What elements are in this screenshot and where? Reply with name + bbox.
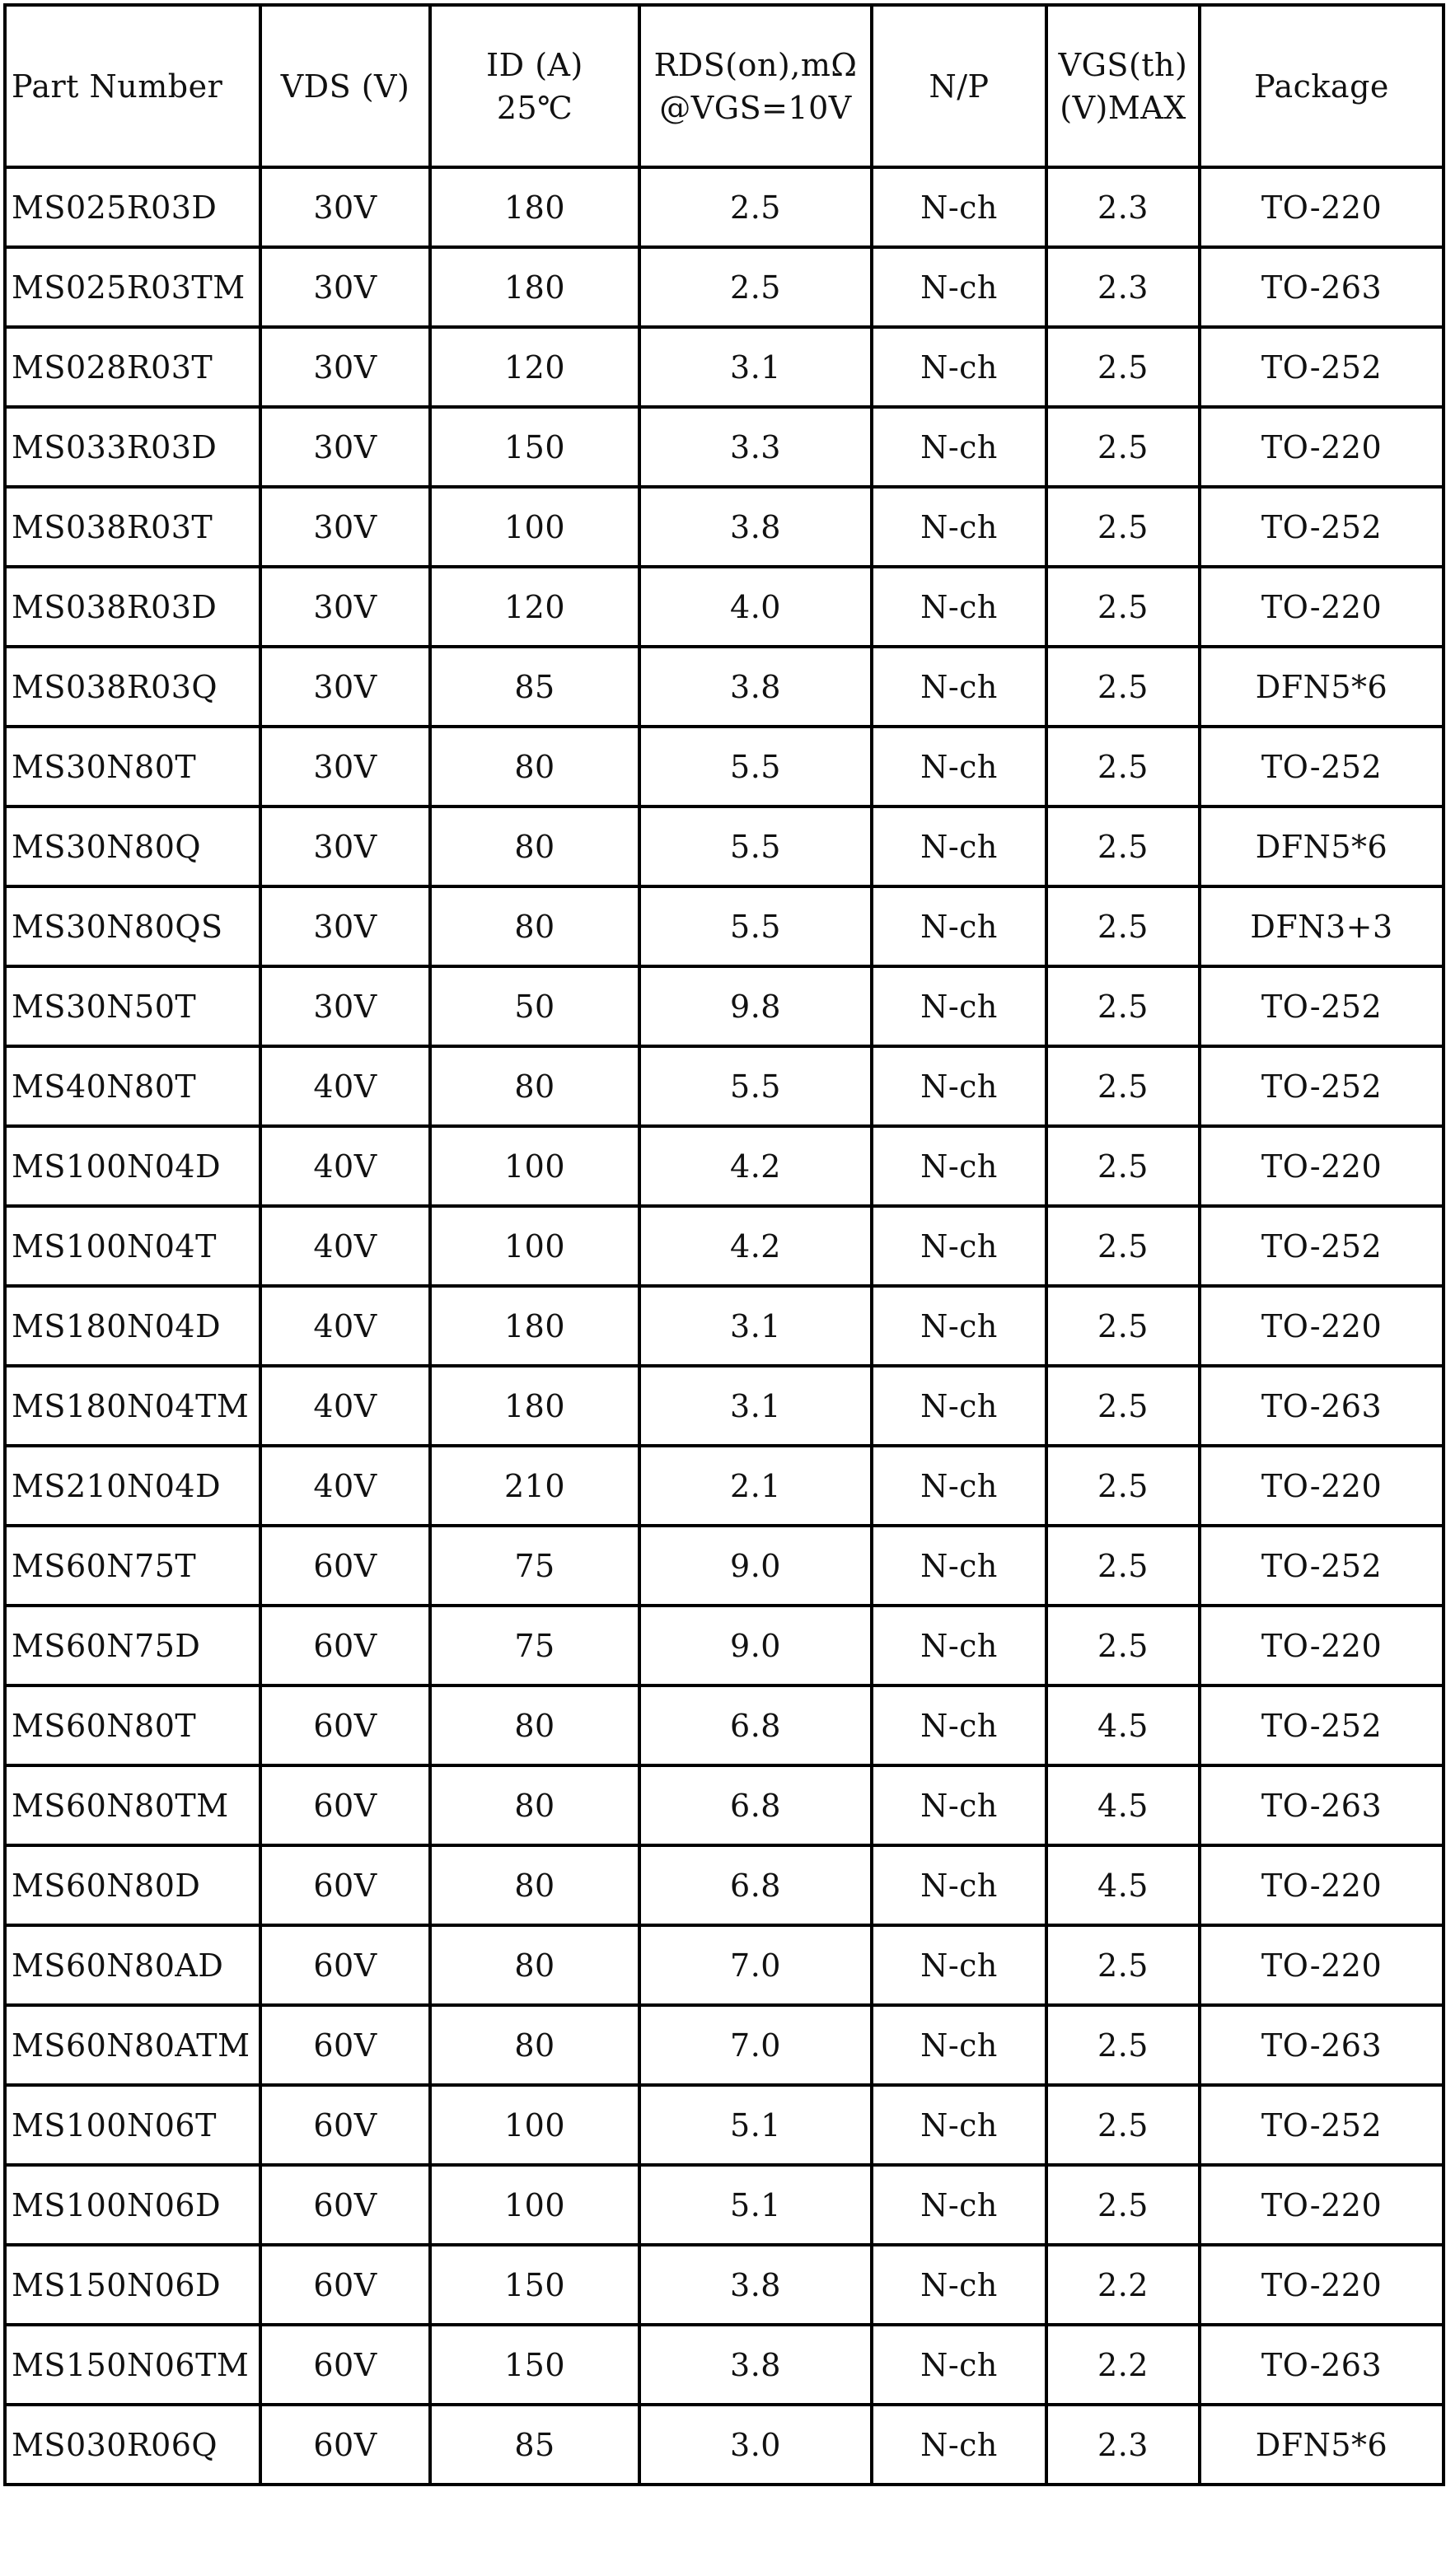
- cell-vds: 40V: [260, 1366, 430, 1446]
- cell-channel-type: N-ch: [872, 966, 1046, 1046]
- cell-part-number: MS60N80T: [5, 1685, 260, 1765]
- table-row: [5, 247, 1444, 327]
- cell-vgs-th: 2.5: [1046, 1206, 1200, 1286]
- cell-rds-on: 5.5: [639, 1046, 872, 1126]
- table-row: [5, 2005, 1444, 2085]
- cell-package: TO-252: [1200, 487, 1444, 567]
- cell-vds: 60V: [260, 1765, 430, 1845]
- cell-channel-type: N-ch: [872, 1286, 1046, 1366]
- cell-channel-type: N-ch: [872, 2405, 1046, 2485]
- cell-part-number: MS028R03T: [5, 327, 260, 407]
- cell-package: TO-263: [1200, 2005, 1444, 2085]
- cell-id-current: 80: [430, 1765, 639, 1845]
- cell-vgs-th: 2.5: [1046, 487, 1200, 567]
- table-row: [5, 327, 1444, 407]
- cell-vgs-th: 2.3: [1046, 247, 1200, 327]
- cell-rds-on: 9.0: [639, 1606, 872, 1685]
- cell-channel-type: N-ch: [872, 407, 1046, 487]
- cell-package: DFN3+3: [1200, 886, 1444, 966]
- cell-part-number: MS038R03D: [5, 567, 260, 647]
- cell-id-current: 100: [430, 1126, 639, 1206]
- cell-channel-type: N-ch: [872, 2325, 1046, 2405]
- cell-vgs-th: 2.5: [1046, 1606, 1200, 1685]
- cell-channel-type: N-ch: [872, 1925, 1046, 2005]
- cell-rds-on: 5.1: [639, 2085, 872, 2165]
- cell-part-number: MS100N04T: [5, 1206, 260, 1286]
- cell-rds-on: 5.1: [639, 2165, 872, 2245]
- cell-rds-on: 3.1: [639, 1286, 872, 1366]
- cell-part-number: MS025R03D: [5, 167, 260, 247]
- cell-rds-on: 3.0: [639, 2405, 872, 2485]
- cell-vds: 30V: [260, 647, 430, 727]
- table-row: [5, 806, 1444, 886]
- cell-part-number: MS033R03D: [5, 407, 260, 487]
- cell-vds: 30V: [260, 567, 430, 647]
- cell-rds-on: 5.5: [639, 806, 872, 886]
- header-rds-on-line: @VGS=10V: [659, 89, 852, 126]
- header-vds: [260, 5, 430, 167]
- header-rds-on-line: RDS(on),mΩ: [653, 46, 858, 83]
- table-row: [5, 1845, 1444, 1925]
- cell-vgs-th: 2.5: [1046, 727, 1200, 806]
- header-id-current-line: ID (A): [486, 46, 583, 83]
- table-header: [5, 5, 1444, 167]
- cell-rds-on: 5.5: [639, 886, 872, 966]
- cell-part-number: MS30N80QS: [5, 886, 260, 966]
- cell-part-number: MS60N80ATM: [5, 2005, 260, 2085]
- cell-id-current: 180: [430, 167, 639, 247]
- cell-channel-type: N-ch: [872, 886, 1046, 966]
- cell-package: DFN5*6: [1200, 2405, 1444, 2485]
- cell-part-number: MS180N04TM: [5, 1366, 260, 1446]
- table-row: [5, 727, 1444, 806]
- cell-part-number: MS210N04D: [5, 1446, 260, 1526]
- cell-id-current: 120: [430, 567, 639, 647]
- cell-channel-type: N-ch: [872, 1046, 1046, 1126]
- cell-id-current: 180: [430, 247, 639, 327]
- cell-rds-on: 3.1: [639, 327, 872, 407]
- table-row: [5, 1606, 1444, 1685]
- cell-channel-type: N-ch: [872, 1526, 1046, 1606]
- cell-package: TO-252: [1200, 1526, 1444, 1606]
- header-id-current: [430, 5, 639, 167]
- cell-vds: 40V: [260, 1206, 430, 1286]
- cell-id-current: 100: [430, 487, 639, 567]
- cell-vgs-th: 2.5: [1046, 966, 1200, 1046]
- cell-channel-type: N-ch: [872, 727, 1046, 806]
- cell-vds: 60V: [260, 2085, 430, 2165]
- cell-part-number: MS60N75D: [5, 1606, 260, 1685]
- cell-id-current: 210: [430, 1446, 639, 1526]
- cell-package: TO-252: [1200, 1206, 1444, 1286]
- cell-vgs-th: 4.5: [1046, 1685, 1200, 1765]
- cell-rds-on: 5.5: [639, 727, 872, 806]
- cell-channel-type: N-ch: [872, 247, 1046, 327]
- cell-vds: 60V: [260, 2005, 430, 2085]
- cell-id-current: 180: [430, 1366, 639, 1446]
- mosfet-spec-table: [3, 3, 1445, 2486]
- cell-package: TO-220: [1200, 2245, 1444, 2325]
- cell-rds-on: 2.5: [639, 247, 872, 327]
- cell-package: TO-220: [1200, 1446, 1444, 1526]
- cell-vgs-th: 4.5: [1046, 1845, 1200, 1925]
- table-body: [5, 167, 1444, 2485]
- cell-vds: 40V: [260, 1126, 430, 1206]
- cell-rds-on: 3.8: [639, 647, 872, 727]
- cell-part-number: MS038R03T: [5, 487, 260, 567]
- header-rds-on: [639, 5, 872, 167]
- cell-vds: 40V: [260, 1046, 430, 1126]
- cell-part-number: MS30N80T: [5, 727, 260, 806]
- cell-id-current: 80: [430, 806, 639, 886]
- table-row: [5, 1685, 1444, 1765]
- cell-vds: 60V: [260, 2405, 430, 2485]
- table-row: [5, 2405, 1444, 2485]
- cell-part-number: MS180N04D: [5, 1286, 260, 1366]
- table-row: [5, 2325, 1444, 2405]
- cell-package: TO-220: [1200, 1286, 1444, 1366]
- cell-vds: 40V: [260, 1286, 430, 1366]
- table-row: [5, 1366, 1444, 1446]
- table-row: [5, 966, 1444, 1046]
- cell-vgs-th: 2.5: [1046, 327, 1200, 407]
- cell-vds: 60V: [260, 2165, 430, 2245]
- cell-id-current: 75: [430, 1606, 639, 1685]
- cell-part-number: MS40N80T: [5, 1046, 260, 1126]
- header-package: [1200, 5, 1444, 167]
- cell-id-current: 85: [430, 647, 639, 727]
- cell-part-number: MS60N80AD: [5, 1925, 260, 2005]
- cell-vds: 60V: [260, 1845, 430, 1925]
- cell-channel-type: N-ch: [872, 1126, 1046, 1206]
- cell-package: TO-252: [1200, 727, 1444, 806]
- header-row: [5, 5, 1444, 167]
- cell-id-current: 80: [430, 1845, 639, 1925]
- cell-vgs-th: 2.5: [1046, 1286, 1200, 1366]
- cell-id-current: 150: [430, 407, 639, 487]
- cell-vgs-th: 2.5: [1046, 2085, 1200, 2165]
- cell-id-current: 120: [430, 327, 639, 407]
- cell-package: DFN5*6: [1200, 647, 1444, 727]
- header-vgs-th-line: (V)MAX: [1060, 89, 1186, 126]
- cell-part-number: MS030R06Q: [5, 2405, 260, 2485]
- cell-vds: 30V: [260, 806, 430, 886]
- cell-package: TO-252: [1200, 327, 1444, 407]
- table-row: [5, 567, 1444, 647]
- cell-id-current: 80: [430, 1685, 639, 1765]
- table-row: [5, 1046, 1444, 1126]
- cell-rds-on: 3.8: [639, 2245, 872, 2325]
- cell-channel-type: N-ch: [872, 2165, 1046, 2245]
- cell-id-current: 80: [430, 727, 639, 806]
- cell-part-number: MS100N04D: [5, 1126, 260, 1206]
- cell-rds-on: 4.2: [639, 1126, 872, 1206]
- cell-id-current: 75: [430, 1526, 639, 1606]
- cell-channel-type: N-ch: [872, 806, 1046, 886]
- cell-rds-on: 2.5: [639, 167, 872, 247]
- cell-channel-type: N-ch: [872, 2245, 1046, 2325]
- cell-rds-on: 4.2: [639, 1206, 872, 1286]
- cell-channel-type: N-ch: [872, 487, 1046, 567]
- cell-channel-type: N-ch: [872, 1206, 1046, 1286]
- cell-vds: 30V: [260, 886, 430, 966]
- cell-part-number: MS60N80TM: [5, 1765, 260, 1845]
- cell-channel-type: N-ch: [872, 1606, 1046, 1685]
- cell-id-current: 150: [430, 2245, 639, 2325]
- cell-rds-on: 3.3: [639, 407, 872, 487]
- cell-part-number: MS100N06D: [5, 2165, 260, 2245]
- cell-channel-type: N-ch: [872, 1446, 1046, 1526]
- cell-vds: 60V: [260, 1526, 430, 1606]
- cell-id-current: 100: [430, 2165, 639, 2245]
- cell-rds-on: 6.8: [639, 1685, 872, 1765]
- cell-id-current: 80: [430, 1046, 639, 1126]
- cell-part-number: MS60N80D: [5, 1845, 260, 1925]
- cell-rds-on: 3.8: [639, 2325, 872, 2405]
- cell-vds: 30V: [260, 407, 430, 487]
- cell-vds: 60V: [260, 2325, 430, 2405]
- cell-channel-type: N-ch: [872, 327, 1046, 407]
- cell-id-current: 100: [430, 2085, 639, 2165]
- cell-package: TO-220: [1200, 2165, 1444, 2245]
- cell-channel-type: N-ch: [872, 1765, 1046, 1845]
- cell-rds-on: 6.8: [639, 1765, 872, 1845]
- cell-rds-on: 9.8: [639, 966, 872, 1046]
- cell-package: TO-220: [1200, 167, 1444, 247]
- header-id-current-line: 25℃: [496, 89, 573, 126]
- cell-vds: 60V: [260, 1925, 430, 2005]
- cell-package: DFN5*6: [1200, 806, 1444, 886]
- cell-vds: 40V: [260, 1446, 430, 1526]
- cell-vgs-th: 2.5: [1046, 1526, 1200, 1606]
- cell-vds: 60V: [260, 2245, 430, 2325]
- cell-package: TO-220: [1200, 1925, 1444, 2005]
- header-vds-line: VDS (V): [280, 68, 410, 105]
- cell-vds: 30V: [260, 247, 430, 327]
- cell-rds-on: 4.0: [639, 567, 872, 647]
- cell-part-number: MS150N06D: [5, 2245, 260, 2325]
- cell-channel-type: N-ch: [872, 2085, 1046, 2165]
- cell-vgs-th: 2.5: [1046, 2005, 1200, 2085]
- cell-id-current: 80: [430, 886, 639, 966]
- cell-vgs-th: 2.5: [1046, 1046, 1200, 1126]
- cell-vgs-th: 2.3: [1046, 167, 1200, 247]
- cell-vgs-th: 2.5: [1046, 886, 1200, 966]
- cell-package: TO-252: [1200, 966, 1444, 1046]
- cell-rds-on: 2.1: [639, 1446, 872, 1526]
- cell-id-current: 180: [430, 1286, 639, 1366]
- header-part-number-line: Part Number: [12, 68, 223, 105]
- cell-package: TO-220: [1200, 1606, 1444, 1685]
- cell-package: TO-220: [1200, 407, 1444, 487]
- cell-part-number: MS60N75T: [5, 1526, 260, 1606]
- cell-package: TO-220: [1200, 1845, 1444, 1925]
- cell-id-current: 80: [430, 2005, 639, 2085]
- cell-rds-on: 7.0: [639, 1925, 872, 2005]
- cell-vgs-th: 2.5: [1046, 567, 1200, 647]
- cell-package: TO-263: [1200, 247, 1444, 327]
- cell-id-current: 80: [430, 1925, 639, 2005]
- header-package-line: Package: [1254, 68, 1389, 105]
- cell-vds: 60V: [260, 1606, 430, 1685]
- cell-vgs-th: 2.5: [1046, 1925, 1200, 2005]
- cell-id-current: 85: [430, 2405, 639, 2485]
- cell-part-number: MS038R03Q: [5, 647, 260, 727]
- cell-rds-on: 3.1: [639, 1366, 872, 1446]
- table-row: [5, 1765, 1444, 1845]
- header-vgs-th-line: VGS(th): [1058, 46, 1188, 83]
- cell-package: TO-220: [1200, 1126, 1444, 1206]
- cell-id-current: 150: [430, 2325, 639, 2405]
- cell-part-number: MS025R03TM: [5, 247, 260, 327]
- cell-channel-type: N-ch: [872, 1845, 1046, 1925]
- cell-package: TO-263: [1200, 1765, 1444, 1845]
- table-row: [5, 2085, 1444, 2165]
- table-row: [5, 2245, 1444, 2325]
- cell-rds-on: 7.0: [639, 2005, 872, 2085]
- cell-channel-type: N-ch: [872, 167, 1046, 247]
- table-row: [5, 407, 1444, 487]
- table-row: [5, 2165, 1444, 2245]
- table-row: [5, 487, 1444, 567]
- cell-vgs-th: 4.5: [1046, 1765, 1200, 1845]
- cell-vgs-th: 2.5: [1046, 1446, 1200, 1526]
- cell-package: TO-220: [1200, 567, 1444, 647]
- header-part-number: [5, 5, 260, 167]
- header-vgs-th: [1046, 5, 1200, 167]
- cell-package: TO-263: [1200, 1366, 1444, 1446]
- table-row: [5, 1206, 1444, 1286]
- cell-rds-on: 6.8: [639, 1845, 872, 1925]
- cell-vgs-th: 2.2: [1046, 2325, 1200, 2405]
- cell-vds: 30V: [260, 727, 430, 806]
- cell-package: TO-252: [1200, 1046, 1444, 1126]
- cell-part-number: MS150N06TM: [5, 2325, 260, 2405]
- table-row: [5, 1286, 1444, 1366]
- table-row: [5, 1446, 1444, 1526]
- table-row: [5, 1126, 1444, 1206]
- header-channel-type: [872, 5, 1046, 167]
- cell-channel-type: N-ch: [872, 567, 1046, 647]
- cell-vgs-th: 2.5: [1046, 806, 1200, 886]
- cell-vgs-th: 2.5: [1046, 407, 1200, 487]
- cell-vgs-th: 2.5: [1046, 2165, 1200, 2245]
- cell-vds: 60V: [260, 1685, 430, 1765]
- cell-vds: 30V: [260, 966, 430, 1046]
- table-row: [5, 1925, 1444, 2005]
- cell-vgs-th: 2.5: [1046, 647, 1200, 727]
- cell-part-number: MS100N06T: [5, 2085, 260, 2165]
- cell-package: TO-252: [1200, 1685, 1444, 1765]
- cell-vds: 30V: [260, 487, 430, 567]
- cell-channel-type: N-ch: [872, 2005, 1046, 2085]
- cell-channel-type: N-ch: [872, 1685, 1046, 1765]
- cell-vds: 30V: [260, 167, 430, 247]
- cell-id-current: 100: [430, 1206, 639, 1286]
- table-row: [5, 647, 1444, 727]
- cell-vgs-th: 2.5: [1046, 1366, 1200, 1446]
- cell-package: TO-263: [1200, 2325, 1444, 2405]
- cell-rds-on: 9.0: [639, 1526, 872, 1606]
- table-row: [5, 1526, 1444, 1606]
- cell-id-current: 50: [430, 966, 639, 1046]
- cell-vgs-th: 2.2: [1046, 2245, 1200, 2325]
- cell-rds-on: 3.8: [639, 487, 872, 567]
- cell-channel-type: N-ch: [872, 647, 1046, 727]
- cell-package: TO-252: [1200, 2085, 1444, 2165]
- cell-part-number: MS30N80Q: [5, 806, 260, 886]
- cell-part-number: MS30N50T: [5, 966, 260, 1046]
- table-row: [5, 886, 1444, 966]
- cell-vds: 30V: [260, 327, 430, 407]
- cell-channel-type: N-ch: [872, 1366, 1046, 1446]
- cell-vgs-th: 2.3: [1046, 2405, 1200, 2485]
- header-channel-type-line: N/P: [929, 68, 990, 105]
- cell-vgs-th: 2.5: [1046, 1126, 1200, 1206]
- table-row: [5, 167, 1444, 247]
